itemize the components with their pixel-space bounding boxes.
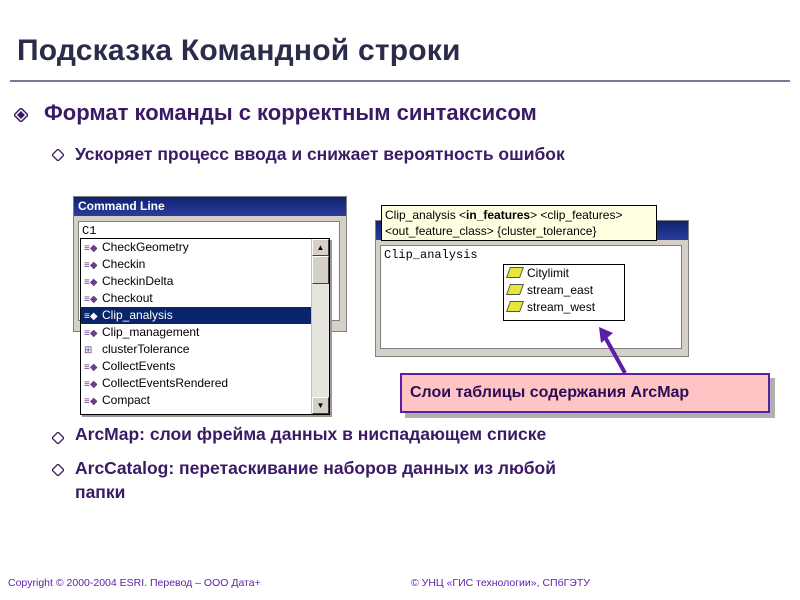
command-line-input[interactable]: C1 [78, 221, 340, 321]
autocomplete-item-label: CollectEvents [102, 359, 176, 373]
autocomplete-item[interactable] [81, 392, 311, 409]
autocomplete-item[interactable] [81, 324, 311, 341]
tool-icon: ≡◆ [84, 379, 98, 390]
clip-command-input[interactable]: Clip_analysis [380, 245, 682, 349]
tooltip-current-param: in_features [466, 208, 531, 222]
layer-item[interactable]: Citylimit [504, 265, 624, 282]
autocomplete-item[interactable] [81, 239, 311, 256]
diamond-bullet-icon [52, 464, 64, 476]
autocomplete-item[interactable] [81, 307, 311, 324]
layer-item[interactable]: stream_east [504, 282, 624, 299]
tooltip-suffix: > <clip_features> [530, 208, 623, 222]
bullet-sub-3-cont: папки [75, 482, 126, 502]
command-line-titlebar: Command Line [74, 197, 346, 216]
layer-item[interactable]: stream_west [504, 299, 624, 316]
tool-icon: ≡◆ [84, 277, 98, 288]
autocomplete-item-label: Checkin [102, 257, 146, 271]
tool-icon: ≡◆ [84, 311, 98, 322]
command-autocomplete-list[interactable] [80, 238, 330, 415]
autocomplete-item-label: clusterTolerance [102, 342, 190, 356]
bullet-sub-1: Ускоряет процесс ввода и снижает вероятность ошибок [75, 144, 565, 164]
autocomplete-item[interactable] [81, 358, 311, 375]
autocomplete-item-label: Checkout [102, 291, 153, 305]
tooltip-line2: <out_feature_class> {cluster_tolerance} [385, 224, 597, 238]
slide-title: Подсказка Командной строки [17, 34, 461, 67]
autocomplete-item[interactable] [81, 256, 311, 273]
autocomplete-item[interactable] [81, 375, 311, 392]
autocomplete-item-label: Clip_management [102, 325, 200, 339]
tool-icon: ≡◆ [84, 362, 98, 373]
bullet-sub-3: ArcCatalog: перетаскивание наборов данных из любой [75, 458, 557, 478]
polygon-layer-icon [506, 301, 524, 312]
autocomplete-item-label: CollectEventsRendered [102, 376, 229, 390]
tool-icon: ≡◆ [84, 294, 98, 305]
autocomplete-item[interactable] [81, 341, 311, 358]
callout-arrow-icon [595, 325, 635, 375]
tool-icon: ≡◆ [84, 260, 98, 271]
title-divider [10, 80, 790, 82]
env-icon: ⊞ [84, 345, 93, 356]
polygon-layer-icon [506, 284, 524, 295]
scroll-up-icon[interactable]: ▲ [312, 239, 329, 256]
bullet-main: Формат команды с корректным синтаксисом [44, 100, 537, 125]
tool-icon: ≡◆ [84, 328, 98, 339]
diamond-bullet-icon [52, 149, 64, 161]
autocomplete-item-label: Clip_analysis [102, 308, 173, 322]
syntax-tooltip [381, 205, 657, 241]
polygon-layer-icon [506, 267, 524, 278]
layer-dropdown-list[interactable] [503, 264, 625, 321]
scroll-down-icon[interactable]: ▼ [312, 397, 329, 414]
diamond-bullet-icon [52, 432, 64, 444]
autocomplete-item-label: Compact [102, 393, 151, 407]
footer-organization: © УНЦ «ГИС технологии», СПбГЭТУ [411, 577, 590, 589]
scroll-thumb[interactable] [312, 256, 329, 284]
tool-icon: ≡◆ [84, 396, 98, 407]
autocomplete-items [81, 239, 311, 414]
bullet-sub-2: ArcMap: слои фрейма данных в ниспадающем списке [75, 424, 547, 444]
autocomplete-item-label: CheckGeometry [102, 240, 189, 254]
autocomplete-item[interactable] [81, 273, 311, 290]
tooltip-prefix: Clip_analysis < [385, 208, 467, 222]
diamond-bullet-icon [14, 108, 28, 122]
autocomplete-item-label: CheckinDelta [102, 274, 174, 288]
autocomplete-item[interactable] [81, 290, 311, 307]
footer-copyright: Copyright © 2000-2004 ESRI. Перевод – ООО Дата+ [8, 577, 261, 589]
tool-icon: ≡◆ [84, 243, 98, 254]
vertical-scrollbar[interactable] [311, 239, 329, 414]
layers-callout: Слои таблицы содержания ArcMap [400, 373, 770, 413]
